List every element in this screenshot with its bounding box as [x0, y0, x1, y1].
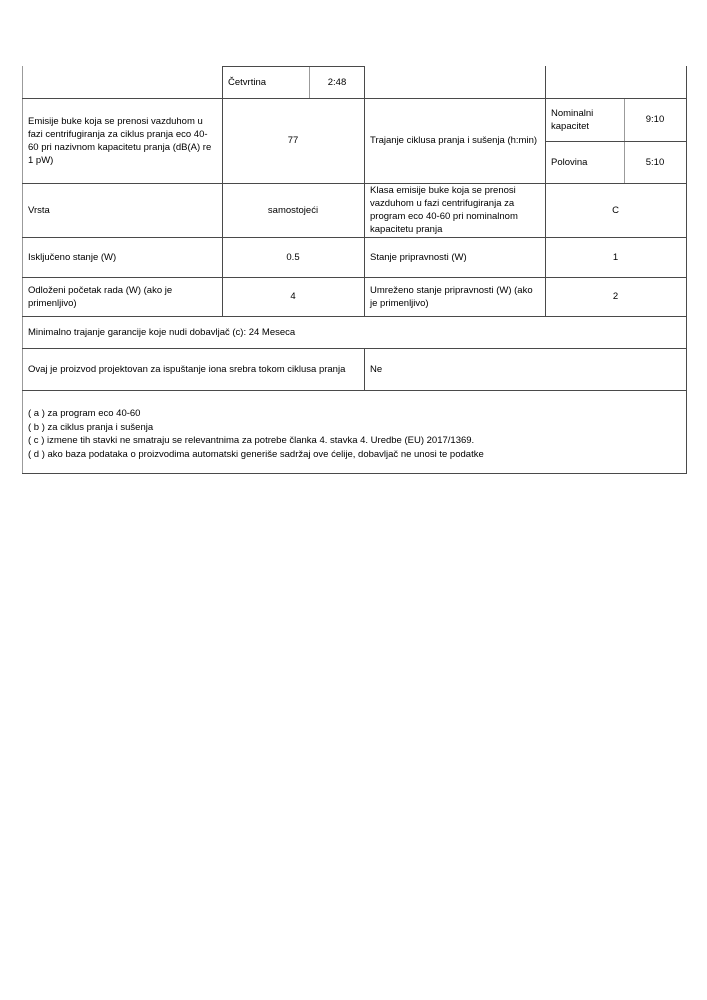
silver-ion-label: Ovaj je proizvod projektovan za ispuštanje iona srebra tokom ciklusa pranja: [28, 363, 346, 375]
off-mode-label: Isključeno stanje (W): [28, 251, 117, 263]
standby-value: 1: [612, 251, 619, 263]
cycle-duration-label: Trajanje ciklusa pranja i sušenja (h:min): [370, 135, 538, 146]
type-label: Vrsta: [28, 204, 50, 216]
footnote-d: ( d ) ako baza podataka o proizvodima automatski generiše sadržaj ove ćelije, dobavljač ne unosi te podatke: [28, 448, 484, 460]
delay-start-value: 4: [290, 291, 296, 302]
off-mode-value: 0.5: [286, 251, 300, 263]
top-row-label: Četvrtina: [228, 76, 267, 88]
half-capacity-label: Polovina: [551, 156, 588, 168]
top-row-value: 2:48: [327, 76, 347, 88]
networked-standby-value: 2: [612, 291, 619, 302]
footnotes-block: [23, 390, 685, 473]
noise-class-label: Klasa emisije buke koja se prenosi vazduhom u fazi centrifugiranja za program eco 40-60 pri nominalnom kapacitetu pranja: [370, 185, 518, 235]
standby-label: Stanje pripravnosti (W): [370, 251, 467, 263]
delay-start-label: Odloženi početak rada (W) (ako je primenljivo): [28, 284, 173, 309]
nominal-capacity-value: 9:10: [645, 114, 665, 125]
noise-emission-value: 77: [287, 135, 299, 146]
table-right-border: [686, 66, 687, 473]
noise-emission-label: Emisije buke koja se prenosi vazduhom u fazi centrifugiranja za ciklus pranja eco 40-60 pri nazivnom kapacitetu pranja (dB(A) re 1 pW): [28, 115, 212, 166]
footnote-c: ( c ) izmene tih stavki ne smatraju se relevantnima za potrebe članka 4. stavka 4. Uredbe (EU) 2017/1369.: [28, 435, 475, 446]
footnote-a: ( a ) za program eco 40-60: [28, 408, 141, 419]
table-bottom-border: [22, 473, 687, 474]
noise-class-value: C: [612, 204, 619, 216]
silver-ion-value: Ne: [370, 363, 383, 375]
nominal-capacity-label: Nominalni kapacitet: [551, 107, 594, 132]
footnote-b: ( b ) za ciklus pranja i sušenja: [28, 421, 154, 433]
warranty-row: Minimalno trajanje garancije koje nudi dobavljač (c): 24 Meseca: [28, 326, 296, 338]
networked-standby-label: Umreženo stanje pripravnosti (W) (ako je primenljivo): [370, 284, 533, 309]
half-capacity-value: 5:10: [645, 156, 665, 168]
type-value: samostojeći: [267, 204, 319, 216]
